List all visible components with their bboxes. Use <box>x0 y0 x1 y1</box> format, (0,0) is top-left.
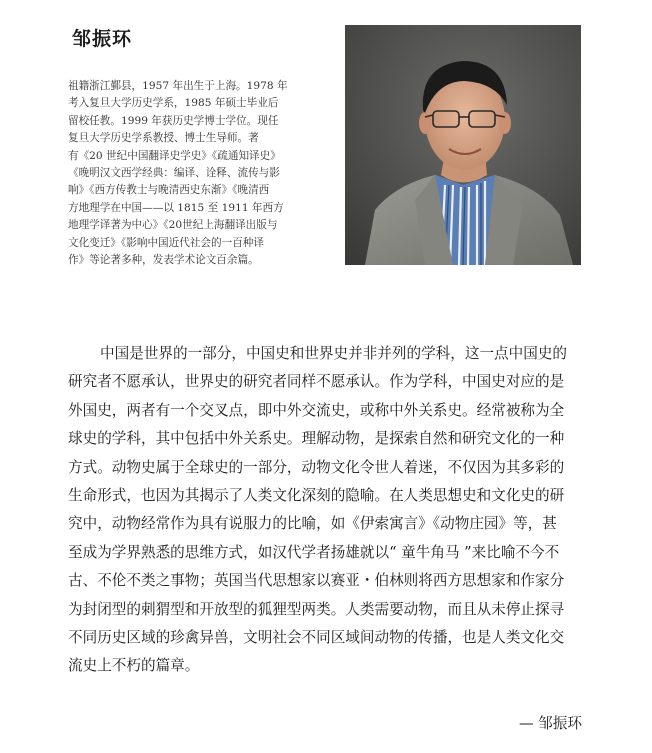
author-portrait <box>345 25 581 265</box>
essay-line: 中国是世界的一部分，中国史和世界史并非并列的学科，这一点中国史的 <box>100 345 568 362</box>
bio-line: 地理学译著为中心》《20世纪上海翻译出版与 <box>68 219 278 232</box>
bio-line: 响》《西方传教士与晚清西史东渐》《晚清西 <box>68 184 270 197</box>
bio-line: 留校任教。1999 年获历史学博士学位。现任 <box>68 114 279 127</box>
essay-body <box>68 340 584 681</box>
essay-line: 生命形式，也因为其揭示了人类文化深刻的隐喻。在人类思想史和文化史的研 <box>68 487 565 505</box>
essay-line: 至成为学界熟悉的思维方式，如汉代学者扬雄就以“ 童牛角马 ”来比喻不今不 <box>68 543 560 561</box>
essay-line: 研究者不愿承认，世界史的研究者同样不愿承认。作为学科，中国史对应的是 <box>68 373 565 391</box>
essay-line: 为封闭型的刺猬型和开放型的狐狸型两类。人类需要动物，而且从未停止探寻 <box>68 600 565 618</box>
bio-line: 作》等论著多种，发表学术论文百余篇。 <box>68 254 259 267</box>
bio-line: 有《20 世纪中国翻译史学史》《疏通知译史》 <box>68 149 281 162</box>
author-name: 邹振环 <box>72 28 133 50</box>
essay-line: 不同历史区域的珍禽异兽，文明社会不同区域间动物的传播，也是人类文化交 <box>68 629 565 647</box>
bio-line: 复旦大学历史学系教授、博士生导师。著 <box>68 132 259 145</box>
bio-line: 考入复旦大学历史学系，1985 年硕士毕业后 <box>68 97 279 110</box>
author-bio <box>68 78 308 269</box>
essay-line: 方式。动物史属于全球史的一部分，动物文化令世人着迷，不仅因为其多彩的 <box>68 458 565 476</box>
essay-line: 古、不伦不类之事物；英国当代思想家以赛亚・伯林则将西方思想家和作家分 <box>68 572 565 590</box>
essay-signature: — 邹振环 <box>518 715 582 732</box>
essay-line: 外国史，两者有一个交叉点，即中外交流史，或称中外关系史。经常被称为全 <box>68 401 565 419</box>
bio-line: 方地理学在中国——以 1815 至 1911 年西方 <box>68 201 284 214</box>
essay-line: 球史的学科，其中包括中外关系史。理解动物，是探索自然和研究文化的一种 <box>68 430 565 448</box>
bio-line: 文化变迁》《影响中国近代社会的一百种译 <box>68 236 264 249</box>
bio-line: 《晚明汉文西学经典：编译、诠释、流传与影 <box>68 167 280 180</box>
bio-line: 祖籍浙江鄞县，1957 年出生于上海。1978 年 <box>68 80 288 92</box>
essay-line: 流史上不朽的篇章。 <box>68 657 200 675</box>
essay-line: 究中，动物经常作为具有说服力的比喻，如《伊索寓言》《动物庄园》等，甚 <box>68 515 557 533</box>
